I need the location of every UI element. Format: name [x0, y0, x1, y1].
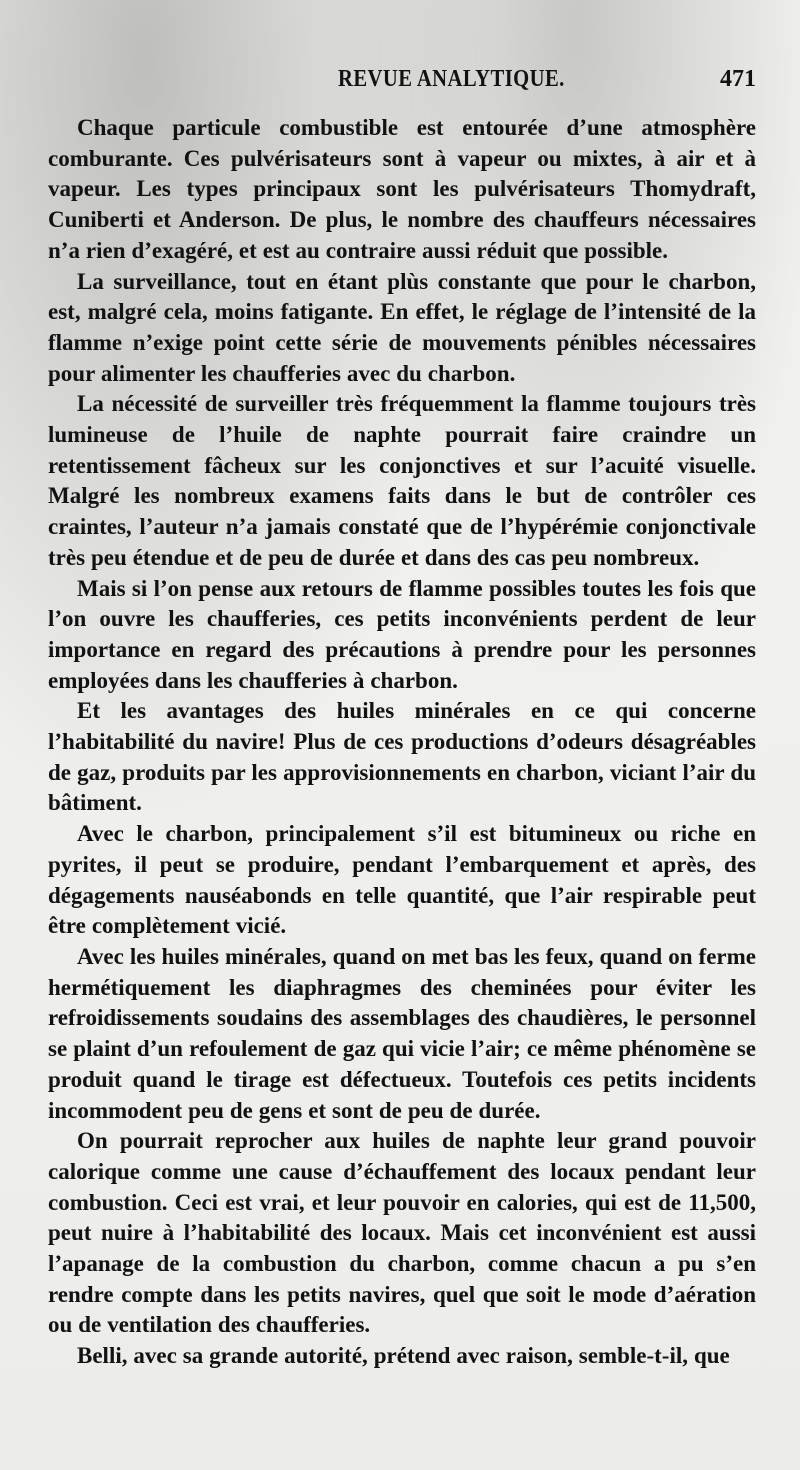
paragraph-3: La nécessité de surveiller très fréquemment la flamme toujours très lumineuse de l’huile de naphte pourrait faire craindre un retentissement fâcheux sur les conjonctives et sur l’acuité visuelle. Malgré les nombreux examens faits dans le but de contrôler ces craintes, l’auteur n’a jamais constaté que de l’hypérémie conjonctivale très peu étendue et de peu de durée et dans des cas peu nombreux.: [48, 391, 756, 570]
paragraph-5: Et les avantages des huiles minérales en ce qui concerne l’habitabilité du navire! Plus de ces productions d’odeurs désagréables de gaz, produits par les approvisionnements en charbon, viciant l’air du bâtiment.: [48, 698, 756, 816]
body-text: [48, 113, 756, 1372]
paragraph-4: Mais si l’on pense aux retours de flamme possibles toutes les fois que l’on ouvre les chaufferies, ces petits inconvénients perdent de leur importance en regard des précautions à prendre pour les personnes employées dans les chaufferies à charbon.: [48, 575, 756, 693]
paragraph-2: La surveillance, tout en étant plùs constante que pour le charbon, est, malgré cela, moins fatigante. En effet, le réglage de l’intensité de la flamme n’exige point cette série de mouvements pénibles nécessaires pour alimenter les chaufferies avec du charbon.: [48, 268, 756, 386]
paragraph-8: On pourrait reprocher aux huiles de naphte leur grand pouvoir calorique comme une cause d’échauffement des locaux pendant leur combustion. Ceci est vrai, et leur pouvoir en calories, qui est de 11,500, peut nuire à l’habitabilité des locaux. Mais cet inconvénient est aussi l’apanage de la combustion du charbon, comme chacun a pu s’en rendre compte dans les petits navires, quel que soit le mode d’aération ou de ventilation des chaufferies.: [48, 1128, 756, 1338]
paragraph-7: Avec les huiles minérales, quand on met bas les feux, quand on ferme hermétiquement les diaphragmes des cheminées pour éviter les refroidissements soudains des assemblages des chaudières, le personnel se plaint d’un refoulement de gaz qui vicie l’air; ce même phénomène se produit quand le tirage est défectueux. Toutefois ces petits incidents incommodent peu de gens et sont de peu de durée.: [48, 943, 756, 1123]
paragraph-9: Belli, avec sa grande autorité, prétend avec raison, semble-t-il, que: [77, 1343, 730, 1369]
page-header: [48, 66, 756, 100]
paragraph-1: Chaque particule combustible est entourée d’une atmosphère comburante. Ces pulvérisateurs sont à vapeur ou mixtes, à air et à vapeur. Les types principaux sont les pulvérisateurs Thomydraft, Cuniberti et Anderson. De plus, le nombre des chauffeurs nécessaires n’a rien d’exagéré, et est au contraire aussi réduit que possible.: [48, 115, 756, 263]
paragraph-6: Avec le charbon, principalement s’il est bitumineux ou riche en pyrites, il peut se produire, pendant l’embarquement et après, des dégagements nauséabonds en telle quantité, que l’air respirable peut être complètement vicié.: [48, 821, 756, 939]
page-number: 471: [720, 66, 756, 92]
running-title: REVUE ANALYTIQUE.: [338, 66, 565, 92]
